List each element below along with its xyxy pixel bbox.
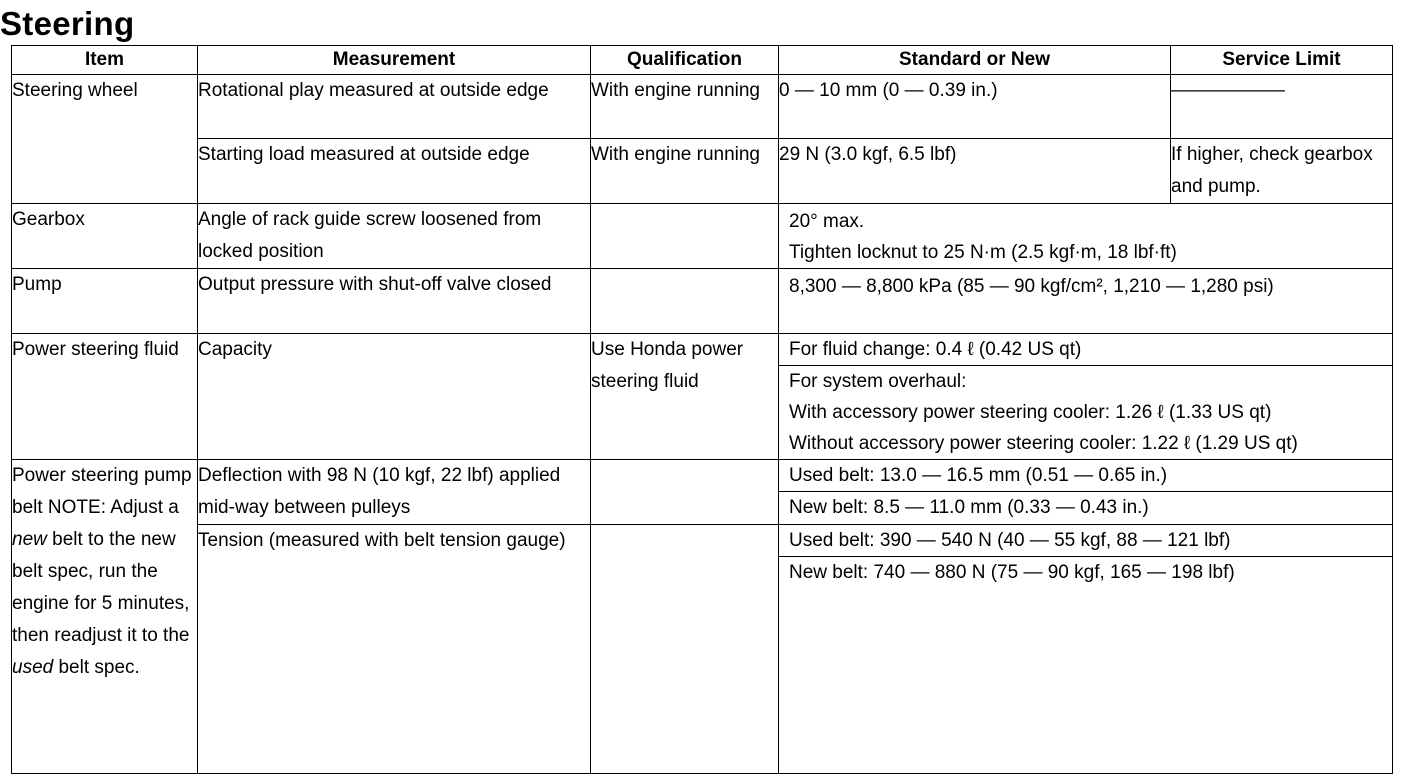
- item-label: Steering wheel: [12, 80, 138, 101]
- standard-cell: 0 — 10 mm (0 — 0.39 in.): [779, 75, 1171, 139]
- standard-cell: [779, 204, 1393, 269]
- note-text: belt to the new belt spec, run the engine for 5 minutes, then readjust it to the: [12, 529, 190, 646]
- standard-line: Used belt: 390 — 540 N (40 — 55 kgf, 88 — 121 lbf): [779, 525, 1392, 557]
- table-row: [12, 75, 1393, 139]
- standard-line: Without accessory power steering cooler: 1.22 ℓ (1.29 US qt): [789, 433, 1298, 454]
- qualification-cell: With engine running: [591, 75, 779, 139]
- service-limit-cell: ——————: [1171, 75, 1393, 139]
- header-measurement: Measurement: [198, 46, 591, 75]
- note-emphasis-used: used: [12, 657, 54, 678]
- measurement-cell: Tension (measured with belt tension gauge): [198, 525, 591, 774]
- standard-cell: [779, 269, 1393, 334]
- qualification-cell: With engine running: [591, 139, 779, 204]
- header-qualification: Qualification: [591, 46, 779, 75]
- item-gearbox: Gearbox: [12, 204, 198, 269]
- standard-line: 8,300 — 8,800 kPa (85 — 90 kgf/cm², 1,210 — 1,280 psi): [789, 276, 1274, 297]
- table-row: [12, 525, 1393, 774]
- standard-line: For system overhaul:: [789, 371, 967, 392]
- item-power-steering-fluid: Power steering fluid: [12, 334, 198, 460]
- table-row: [12, 334, 1393, 460]
- standard-cell: [779, 334, 1393, 460]
- standard-line: Tighten locknut to 25 N·m (2.5 kgf·m, 18 lbf·ft): [789, 242, 1177, 263]
- item-steering-wheel: [12, 75, 198, 204]
- measurement-cell: Angle of rack guide screw loosened from locked position: [198, 204, 591, 269]
- measurement-cell: Output pressure with shut-off valve closed: [198, 269, 591, 334]
- header-item: Item: [12, 46, 198, 75]
- note-emphasis-new: new: [12, 529, 47, 550]
- note-text: NOTE: Adjust a: [47, 497, 179, 518]
- standard-line: Used belt: 13.0 — 16.5 mm (0.51 — 0.65 in.): [779, 460, 1392, 492]
- header-standard: Standard or New: [779, 46, 1171, 75]
- measurement-cell: Rotational play measured at outside edge: [198, 75, 591, 139]
- qualification-cell: [591, 525, 779, 774]
- standard-line: 20° max.: [789, 211, 865, 232]
- measurement-cell: Capacity: [198, 334, 591, 460]
- table-row: [12, 269, 1393, 334]
- page-title: Steering: [0, 5, 135, 42]
- item-label: Power steering pump belt: [12, 465, 192, 518]
- standard-line: New belt: 740 — 880 N (75 — 90 kgf, 165 — 198 lbf): [789, 562, 1235, 583]
- service-limit-cell: If higher, check gearbox and pump.: [1171, 139, 1393, 204]
- note-text: belt spec.: [58, 657, 140, 678]
- qualification-cell: [591, 269, 779, 334]
- measurement-cell: Deflection with 98 N (10 kgf, 22 lbf) applied mid-way between pulleys: [198, 460, 591, 525]
- qualification-cell: [591, 204, 779, 269]
- table-row: [12, 139, 1393, 204]
- measurement-cell: Starting load measured at outside edge: [198, 139, 591, 204]
- standard-line: With accessory power steering cooler: 1.26 ℓ (1.33 US qt): [789, 402, 1272, 423]
- table-row: [12, 204, 1393, 269]
- table-row: [12, 460, 1393, 525]
- standard-line: For fluid change: 0.4 ℓ (0.42 US qt): [779, 334, 1392, 366]
- header-service-limit: Service Limit: [1171, 46, 1393, 75]
- standard-cell: [779, 460, 1393, 525]
- standard-cell: [779, 525, 1393, 774]
- standard-line: New belt: 8.5 — 11.0 mm (0.33 — 0.43 in.): [789, 497, 1149, 518]
- qualification-cell: Use Honda power steering fluid: [591, 334, 779, 460]
- item-power-steering-pump-belt: [12, 460, 198, 774]
- qualification-cell: [591, 460, 779, 525]
- steering-spec-table: [11, 45, 1393, 774]
- standard-cell: 29 N (3.0 kgf, 6.5 lbf): [779, 139, 1171, 204]
- item-pump: Pump: [12, 269, 198, 334]
- header-row: [12, 46, 1393, 75]
